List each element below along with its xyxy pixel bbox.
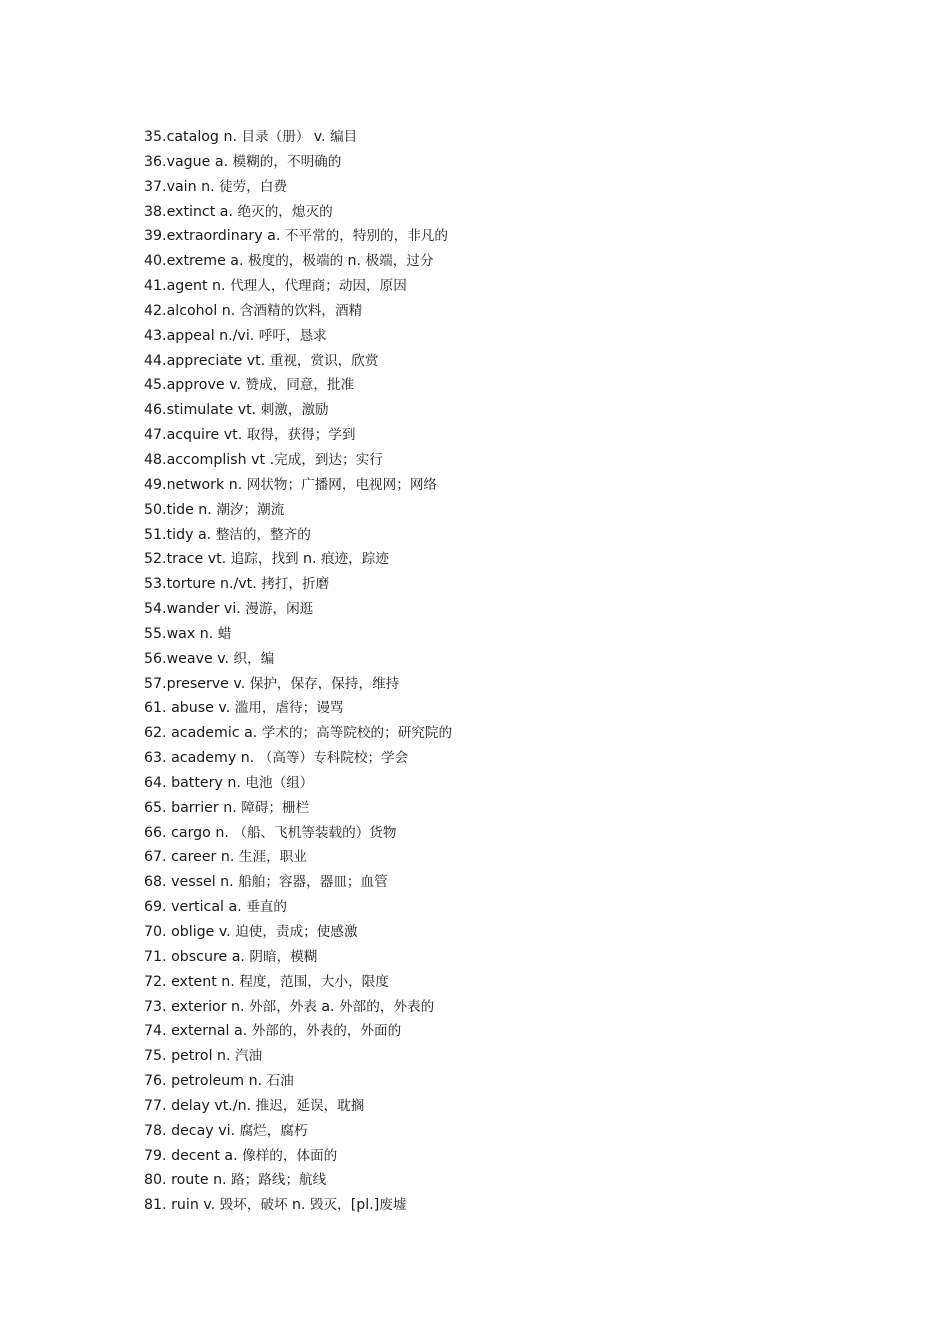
vocab-definition: 垂直的 <box>246 899 287 916</box>
vocab-term: 64. battery n. <box>144 774 246 791</box>
vocab-definition: 推迟，延误，耽搁 <box>255 1097 365 1114</box>
vocab-definition: 外部，外表 <box>249 998 322 1015</box>
vocab-definition: （船、飞机等装载的）货物 <box>233 824 397 841</box>
vocab-term: a. <box>321 998 340 1015</box>
vocab-term: 46.stimulate vt. <box>144 402 261 419</box>
vocab-term: 67. career n. <box>144 849 239 866</box>
vocab-entry <box>144 995 452 1020</box>
vocab-term: 55.wax n. <box>144 625 218 642</box>
vocab-term: n. <box>302 551 321 568</box>
vocab-definition: 石油 <box>266 1073 294 1090</box>
vocab-term: 44.appreciate vt. <box>144 352 270 369</box>
vocab-term: 50.tide n. <box>144 501 217 518</box>
vocab-term: 38.extinct a. <box>144 203 238 220</box>
vocab-definition: 像样的，体面的 <box>242 1147 338 1164</box>
vocab-term: 76. petroleum n. <box>144 1073 267 1090</box>
vocab-term: n. <box>347 253 366 270</box>
vocab-definition: 痕迹，踪迹 <box>320 551 389 568</box>
vocab-term: 39.extraordinary a. <box>144 228 285 245</box>
vocab-term: 62. academic a. <box>144 725 262 742</box>
vocab-definition: 拷打，折磨 <box>261 576 330 593</box>
vocab-definition: 电池（组） <box>245 774 314 791</box>
vocab-entry <box>144 870 452 895</box>
vocab-entry <box>144 1094 452 1119</box>
vocab-definition: 追踪，找到 <box>230 551 303 568</box>
vocab-entry <box>144 1069 452 1094</box>
vocab-term: 36.vague a. <box>144 153 233 170</box>
vocab-entry <box>144 1019 452 1044</box>
vocab-definition: 不平常的，特别的，非凡的 <box>284 228 449 245</box>
vocab-entry <box>144 821 452 846</box>
vocab-definition: 极端，过分 <box>365 253 434 270</box>
vocab-term: 81. ruin v. <box>144 1197 220 1214</box>
vocab-entry <box>144 647 452 672</box>
vocab-term: 45.approve v. <box>144 377 246 394</box>
vocab-term: 52.trace vt. <box>144 551 231 568</box>
vocab-entry <box>144 970 452 995</box>
vocab-entry <box>144 920 452 945</box>
vocab-term: 71. obscure a. <box>144 948 250 965</box>
vocab-term: 53.torture n./vt. <box>144 576 262 593</box>
vocab-entry <box>144 572 452 597</box>
vocab-entry <box>144 373 452 398</box>
vocab-entry <box>144 473 452 498</box>
vocab-term: 66. cargo n. <box>144 824 234 841</box>
vocab-entry <box>144 1168 452 1193</box>
vocab-definition: 完成，到达；实行 <box>274 451 383 468</box>
vocab-definition: 生涯，职业 <box>238 849 307 866</box>
vocab-term: 80. route n. <box>144 1172 232 1189</box>
vocab-definition: 刺激，激励 <box>260 402 329 419</box>
vocab-definition: 编目 <box>330 129 358 145</box>
vocab-entry <box>144 1144 452 1169</box>
vocab-entry <box>144 547 452 572</box>
vocab-entry <box>144 895 452 920</box>
vocab-term: 75. petrol n. <box>144 1048 236 1065</box>
vocab-term: 49.network n. <box>144 476 247 493</box>
vocab-entry <box>144 523 452 548</box>
vocab-definition: 整洁的，整齐的 <box>215 526 311 543</box>
vocab-definition: 代理人，代理商；动因，原因 <box>230 278 407 295</box>
vocab-term: 63. academy n. <box>144 750 259 767</box>
vocab-entry <box>144 597 452 622</box>
vocab-definition: 网状物；广播网，电视网；网络 <box>246 476 438 493</box>
vocab-definition: 船舶；容器，器皿；血管 <box>238 874 388 891</box>
vocab-term: 74. external a. <box>144 1023 252 1040</box>
vocab-term: 77. delay vt./n. <box>144 1097 256 1114</box>
vocab-definition: 极度的，极端的 <box>248 253 348 270</box>
vocab-definition: 滥用，虐待；谩骂 <box>234 700 344 717</box>
vocab-definition: 学术的；高等院校的；研究院的 <box>261 725 453 742</box>
vocab-term: v. <box>313 129 331 145</box>
vocab-entry <box>144 398 452 423</box>
vocab-entry <box>144 150 452 175</box>
vocab-definition: 取得，获得；学到 <box>246 427 356 444</box>
vocab-term: 65. barrier n. <box>144 799 242 816</box>
vocab-term: 47.acquire vt. <box>144 427 247 444</box>
vocab-definition: 迫使，责成；使感激 <box>235 924 358 940</box>
vocab-entry <box>144 1119 452 1144</box>
vocab-term: 70. oblige v. <box>144 924 236 940</box>
vocab-entry <box>144 249 452 274</box>
vocab-definition: 潮汐；潮流 <box>216 501 285 518</box>
vocab-term: 56.weave v. <box>144 650 234 667</box>
vocab-term: 69. vertical a. <box>144 899 247 916</box>
vocab-definition: 腐烂，腐朽 <box>239 1122 308 1139</box>
vocab-entry <box>144 224 452 249</box>
vocab-entry <box>144 274 452 299</box>
vocab-definition: 程度，范围，大小，限度 <box>239 973 389 990</box>
vocab-term: 37.vain n. <box>144 178 220 195</box>
vocab-entry <box>144 448 452 473</box>
vocab-term: 57.preserve v. <box>144 675 250 692</box>
vocab-definition: 外部的，外表的 <box>339 998 435 1015</box>
vocab-term: 51.tidy a. <box>144 526 216 543</box>
vocab-definition: 汽油 <box>235 1048 263 1065</box>
vocab-entry <box>144 945 452 970</box>
vocab-term: 72. extent n. <box>144 973 240 990</box>
vocab-definition: 蜡 <box>217 625 232 642</box>
vocab-definition: 保护，保存，保持，维持 <box>249 675 400 692</box>
vocab-definition: 废墟 <box>379 1197 407 1214</box>
vocab-entry <box>144 796 452 821</box>
vocab-definition: 毁灭， <box>309 1197 351 1214</box>
vocab-term: n. <box>291 1197 310 1214</box>
vocab-entry <box>144 721 452 746</box>
vocab-entry <box>144 1193 452 1218</box>
vocab-definition: 模糊的，不明确的 <box>232 153 342 170</box>
vocab-definition: （高等）专科院校；学会 <box>258 750 409 767</box>
vocab-term: 61. abuse v. <box>144 700 235 717</box>
vocabulary-list <box>144 125 452 1218</box>
vocab-definition: 漫游，闲逛 <box>245 601 314 618</box>
vocab-definition: 织，编 <box>233 650 275 667</box>
vocab-definition: 含酒精的饮料，酒精 <box>239 302 363 319</box>
vocab-entry <box>144 175 452 200</box>
vocab-term: 48.accomplish vt . <box>144 451 275 468</box>
vocab-term: 79. decent a. <box>144 1147 243 1164</box>
vocab-definition: 毁坏，破坏 <box>219 1197 292 1214</box>
vocab-term: 68. vessel n. <box>144 874 239 891</box>
vocab-entry <box>144 622 452 647</box>
vocab-entry <box>144 1044 452 1069</box>
vocab-entry <box>144 299 452 324</box>
vocab-entry <box>144 349 452 374</box>
vocab-term: 35.catalog n. <box>144 129 242 145</box>
vocab-entry <box>144 423 452 448</box>
vocab-term: 42.alcohol n. <box>144 302 240 319</box>
vocab-entry <box>144 672 452 697</box>
vocab-entry <box>144 771 452 796</box>
vocab-entry <box>144 498 452 523</box>
vocab-definition: 阴暗，模糊 <box>249 948 318 965</box>
vocab-term: 43.appeal n./vi. <box>144 327 259 344</box>
vocab-definition: 呼吁，恳求 <box>258 327 327 344</box>
vocab-term: [pl.] <box>350 1197 380 1214</box>
vocab-definition: 赞成，同意，批准 <box>245 377 355 394</box>
vocab-definition: 徒劳，白费 <box>219 178 288 195</box>
vocab-definition: 外部的，外表的，外面的 <box>251 1023 402 1040</box>
vocab-definition: 障碍；栅栏 <box>241 799 310 816</box>
vocab-entry <box>144 324 452 349</box>
vocab-definition: 重视，赏识，欣赏 <box>269 352 379 369</box>
vocab-term: 41.agent n. <box>144 278 231 295</box>
vocab-term: 54.wander vi. <box>144 601 246 618</box>
vocab-entry <box>144 200 452 225</box>
vocab-definition: 路；路线；航线 <box>231 1172 327 1189</box>
vocab-term: 40.extreme a. <box>144 253 249 270</box>
vocab-entry <box>144 125 452 150</box>
vocab-term: 78. decay vi. <box>144 1122 240 1139</box>
vocab-entry <box>144 845 452 870</box>
vocab-entry <box>144 696 452 721</box>
vocab-term: 73. exterior n. <box>144 998 250 1015</box>
vocab-definition: 绝灭的，熄灭的 <box>237 203 333 220</box>
vocab-definition: 目录（册） <box>241 129 314 145</box>
vocab-entry <box>144 746 452 771</box>
